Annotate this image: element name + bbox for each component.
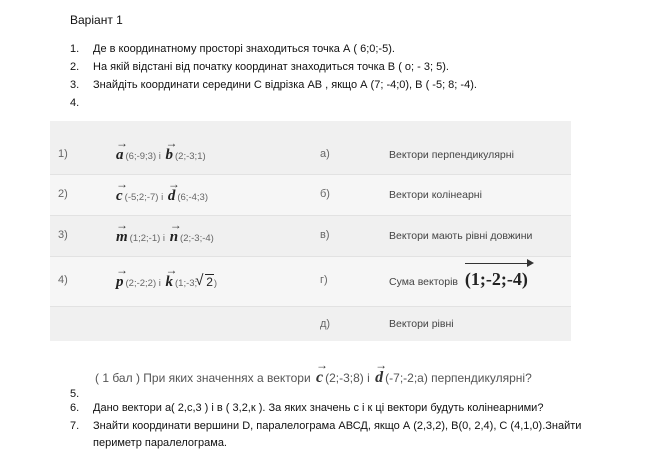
question-2 [70, 61, 650, 75]
question-number: 6. [70, 402, 80, 414]
option-description: Вектори колінеарні [389, 189, 482, 201]
row-number: 1) [58, 148, 68, 160]
option-letter: б) [320, 188, 330, 200]
question-number: 5. [70, 388, 80, 400]
row-number: 2) [58, 188, 68, 200]
option-letter: а) [320, 148, 330, 160]
question-text: периметр паралелограма. [93, 437, 227, 449]
vector-coords: (2;-2;2) і [125, 278, 161, 289]
vector-symbol: → c [116, 184, 123, 205]
question-number: 7. [70, 420, 80, 432]
vector-symbol: → d [375, 365, 383, 387]
vector-symbol: → m [116, 225, 128, 246]
vector-pair [114, 184, 208, 205]
question-5 [70, 388, 650, 402]
vector-symbol: → b [166, 143, 174, 164]
option-letter: г) [320, 274, 328, 286]
sum-vector-value: (1;-2;-4) [464, 269, 528, 289]
vector-symbol: → n [170, 225, 178, 246]
vector-pair [114, 225, 214, 246]
option-description: Вектори перпендикулярні [389, 149, 514, 161]
vector-symbol: → a [116, 143, 124, 164]
vector-coords-end: ) [213, 278, 218, 289]
vector-coords: (2;-3;1) [175, 151, 206, 162]
variant-title: Варіант 1 [70, 13, 123, 27]
vector-coords: (6;-4;3) [177, 192, 208, 203]
vector-symbol: → p [116, 270, 124, 291]
question-text: Де в координатному просторі знаходиться точка А ( 6;0;-5). [93, 43, 395, 55]
table-row [50, 306, 571, 341]
question-4 [70, 97, 650, 111]
vector-coords: (1;2;-1) і [129, 233, 166, 244]
bonus-question [95, 365, 532, 387]
vector-symbol: → k [166, 270, 174, 291]
bonus-prefix: ( 1 бал ) При яких значеннях а вектори [95, 371, 311, 385]
vector-arrow [465, 263, 532, 264]
option-description: Вектори мають рівні довжини [389, 230, 533, 242]
vector-coords: (1;-3; [175, 278, 198, 289]
question-3 [70, 79, 650, 93]
option-letter: д) [320, 318, 331, 330]
question-number: 3. [70, 79, 80, 91]
vector-coords: (-5;2;-7) і [124, 192, 164, 203]
vector-symbol: → c [316, 365, 323, 387]
vector-coords: (2;-3;8) і [325, 371, 370, 385]
vector-coords: (6;-9;3) і [125, 151, 161, 162]
question-number: 1. [70, 43, 80, 55]
option-letter: в) [320, 229, 330, 241]
question-text: Знайти координати вершини D, паралелограма АВСД, якщо А (2,3,2), В(0, 2,4), С (4,1,0).Знайти [93, 420, 582, 432]
vector-coords: (-7;-2;а) перпендикулярні? [385, 371, 532, 385]
option-description [389, 269, 528, 290]
question-7-continued [70, 437, 660, 451]
question-text: Знайдіть координати середини С відрізка АВ , якщо А (7; -4;0), В ( -5; 8; -4). [93, 79, 477, 91]
table-row [50, 256, 571, 307]
table-row [50, 121, 571, 174]
matching-table [50, 121, 571, 340]
row-number: 3) [58, 229, 68, 241]
question-number: 2. [70, 61, 80, 73]
table-row [50, 215, 571, 257]
question-1 [70, 43, 650, 57]
vector-pair [114, 143, 206, 164]
question-number: 4. [70, 97, 80, 109]
question-text: На якій відстані від початку координат знаходиться точка В ( о; - 3; 5). [93, 61, 449, 73]
question-6 [70, 402, 660, 416]
table-row [50, 174, 571, 216]
sqrt-symbol [197, 275, 214, 289]
vector-pair [114, 270, 217, 291]
row-number: 4) [58, 274, 68, 286]
question-text: Дано вектори а( 2,с,3 ) і в ( 3,2,к ). За яких значень с і к ці вектори будуть колінеарними? [93, 402, 544, 414]
question-7 [70, 420, 660, 434]
option-description: Вектори рівні [389, 318, 454, 330]
sum-vector [465, 269, 528, 290]
sqrt-radicand: 2 [206, 275, 213, 289]
vector-symbol: → d [168, 184, 176, 205]
option-description-text: Сума векторів [389, 276, 458, 288]
vector-coords: (2;-3;-4) [180, 233, 214, 244]
